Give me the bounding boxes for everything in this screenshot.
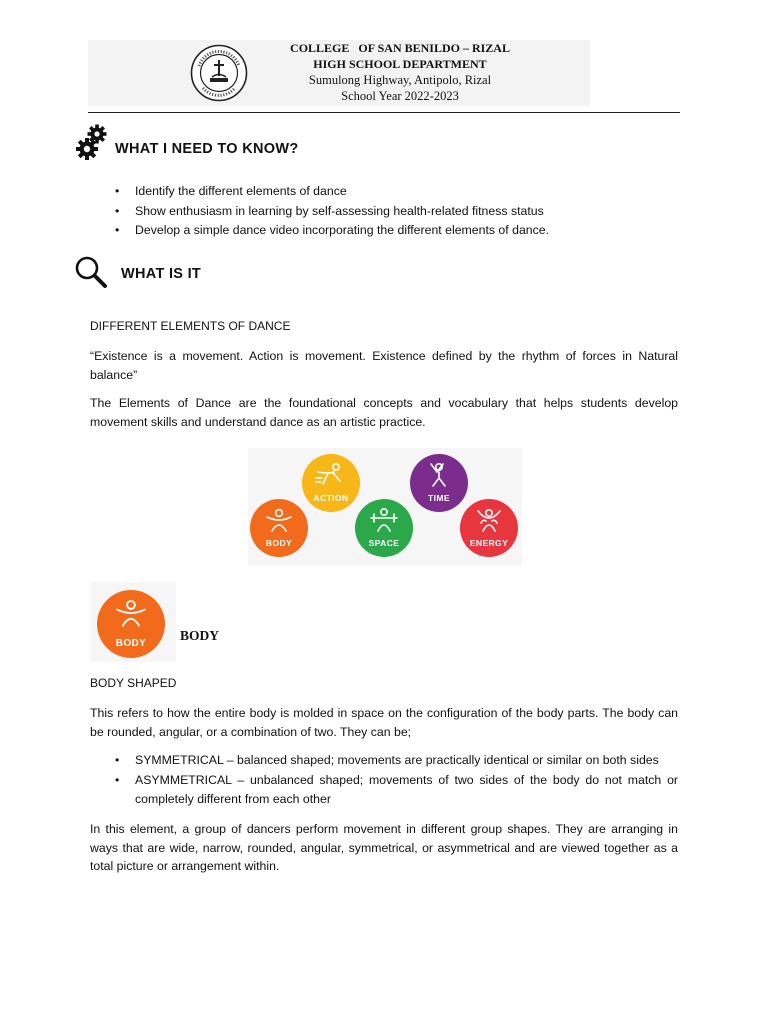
element-body-circle (250, 499, 308, 557)
element-label: ENERGY (469, 538, 509, 548)
element-label: TIME (428, 493, 450, 503)
body-shaped-subheading: BODY SHAPED (90, 676, 177, 690)
body-shape-kinds-list (112, 751, 678, 810)
header-divider (88, 112, 680, 113)
action-figure-icon (314, 462, 348, 488)
element-label: SPACE (368, 538, 400, 548)
header-text (250, 40, 550, 104)
elements-of-dance-graphic (248, 448, 522, 566)
objectives-list (112, 182, 549, 241)
gears-icon (76, 124, 108, 162)
element-time-circle (410, 454, 468, 512)
list-item: • ASYMMETRICAL – unbalanced shaped; movements of two sides of the body do not match or completely different from each other (112, 771, 678, 810)
group-shapes-paragraph: In this element, a group of dancers perform movement in different group shapes. They are arranging in ways that are wide, narrow, rounded, angular, symmetrical, or asymmetrical and are viewed together as a total picture or arrangement within. (90, 822, 678, 873)
subtitle-elements-of-dance: DIFFERENT ELEMENTS OF DANCE (90, 319, 291, 333)
element-energy-circle (460, 499, 518, 557)
element-action-circle (302, 454, 360, 512)
school-seal-logo (190, 44, 248, 102)
energy-figure-icon (473, 507, 505, 533)
body-figure-icon (111, 598, 151, 628)
body-heading: BODY (180, 628, 220, 643)
section-title-what-is-it: WHAT IS IT (121, 266, 202, 282)
element-space-circle (355, 499, 413, 557)
list-item: • Show enthusiasm in learning by self-assessing health-related fitness status (112, 202, 549, 222)
school-address: Sumulong Highway, Antipolo, Rizal (308, 73, 492, 87)
intro-paragraph: The Elements of Dance are the foundational concepts and vocabulary that helps students develop movement skills and understand dance as an artistic practice. (90, 396, 678, 429)
list-item: • Identify the different elements of dance (112, 182, 549, 202)
element-label: ACTION (313, 493, 349, 503)
body-element-logo (97, 590, 165, 658)
magnifier-icon (74, 255, 108, 289)
body-figure-icon (263, 507, 295, 533)
school-year: School Year 2022-2023 (341, 89, 459, 103)
section-title-what-i-need-to-know: WHAT I NEED TO KNOW? (115, 141, 299, 157)
quote-paragraph: “Existence is a movement. Action is movement. Existence defined by the rhythm of forces in Natural balance” (90, 349, 678, 382)
body-logo-label: BODY (115, 638, 147, 649)
element-label: BODY (265, 538, 293, 548)
list-item: • SYMMETRICAL – balanced shaped; movements are practically identical or similar on both sides (112, 751, 678, 771)
department-name: HIGH SCHOOL DEPARTMENT (313, 57, 487, 71)
school-name: COLLEGE OF SAN BENILDO – RIZAL (290, 41, 510, 55)
space-figure-icon (367, 507, 401, 533)
time-figure-icon (424, 462, 454, 490)
list-item: • Develop a simple dance video incorporating the different elements of dance. (112, 221, 549, 241)
body-shaped-paragraph: This refers to how the entire body is molded in space on the configuration of the body parts. The body can be rounded, angular, or a combination of two. They can be; (90, 706, 678, 739)
